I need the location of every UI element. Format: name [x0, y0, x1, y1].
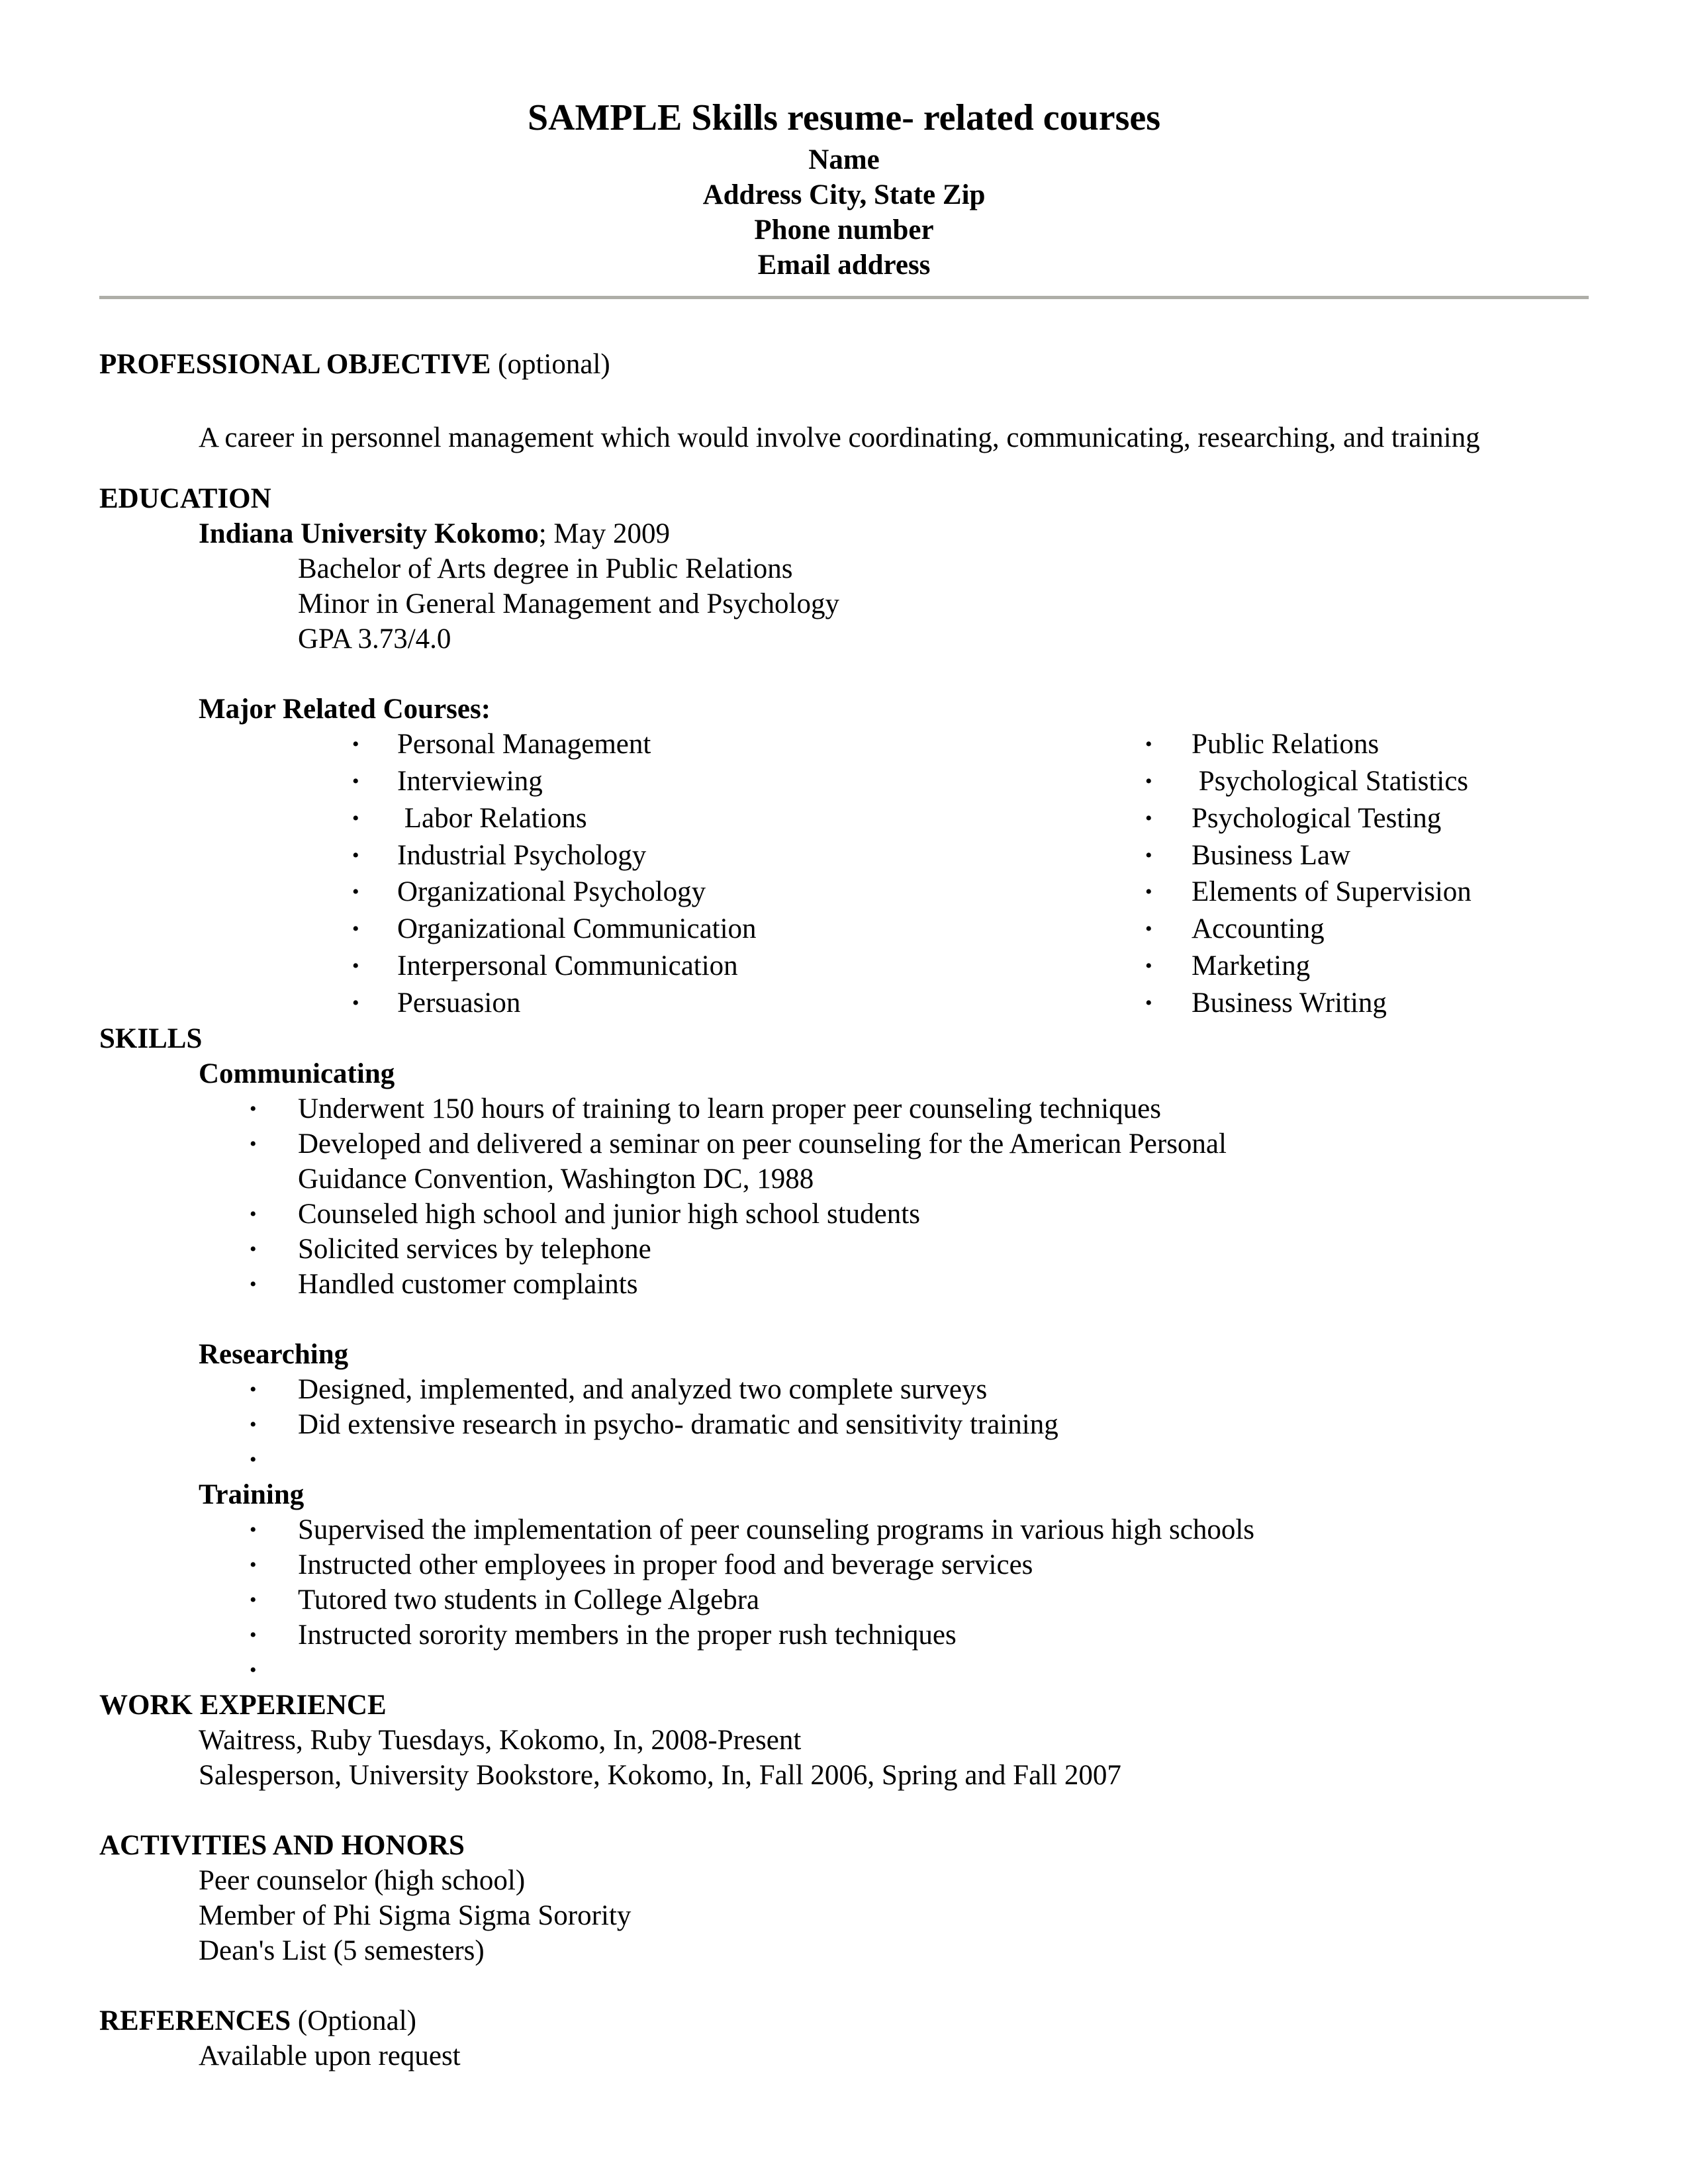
bullet-icon: • — [352, 881, 359, 903]
bullet-icon: • — [1145, 918, 1152, 940]
skill-item: Solicited services by telephone — [298, 1234, 651, 1265]
education-heading: EDUCATION — [99, 483, 271, 514]
references-note: (Optional) — [291, 2005, 416, 2036]
skill-category-researching: Researching — [199, 1339, 349, 1370]
contact-phone: Phone number — [754, 214, 934, 246]
skill-item: Designed, implemented, and analyzed two complete surveys — [298, 1374, 988, 1405]
bullet-icon: • — [1145, 770, 1152, 792]
skill-category-communicating: Communicating — [199, 1058, 395, 1089]
bullet-icon: • — [250, 1414, 257, 1435]
skill-item: Handled customer complaints — [298, 1269, 638, 1300]
activity-item: Member of Phi Sigma Sigma Sorority — [199, 1900, 632, 1931]
skill-item: Tutored two students in College Algebra — [298, 1584, 760, 1615]
work-heading: WORK EXPERIENCE — [99, 1690, 387, 1721]
contact-email: Email address — [757, 250, 931, 281]
header-divider — [99, 296, 1589, 299]
objective-text: A career in personnel management which would involve coordinating, communicating, researching, and training — [199, 422, 1480, 453]
bullet-icon: • — [250, 1659, 257, 1681]
course-item: Industrial Psychology — [397, 840, 647, 871]
bullet-icon: • — [352, 918, 359, 940]
bullet-icon: • — [250, 1519, 257, 1541]
bullet-icon: • — [352, 807, 359, 829]
bullet-icon: • — [250, 1273, 257, 1295]
course-item: Labor Relations — [397, 803, 587, 834]
skill-item-continuation: Guidance Convention, Washington DC, 1988 — [298, 1163, 814, 1195]
objective-heading: PROFESSIONAL OBJECTIVE — [99, 349, 491, 380]
course-item: Organizational Communication — [397, 913, 757, 944]
bullet-icon: • — [250, 1589, 257, 1611]
objective-heading-line — [99, 347, 610, 382]
course-item: Marketing — [1192, 950, 1311, 981]
bullet-icon: • — [1145, 992, 1152, 1014]
course-item: Psychological Testing — [1192, 803, 1442, 834]
skill-item: Instructed sorority members in the proper rush techniques — [298, 1619, 957, 1651]
bullet-icon: • — [250, 1203, 257, 1225]
bullet-icon: • — [250, 1624, 257, 1646]
course-item: Organizational Psychology — [397, 876, 706, 907]
bullet-icon: • — [250, 1554, 257, 1576]
skill-category-training: Training — [199, 1479, 305, 1510]
page-title: SAMPLE Skills resume- related courses — [527, 97, 1161, 138]
bullet-icon: • — [250, 1449, 257, 1471]
course-item: Persuasion — [397, 987, 521, 1019]
activity-item: Peer counselor (high school) — [199, 1865, 526, 1896]
bullet-icon: • — [1145, 881, 1152, 903]
courses-heading: Major Related Courses: — [199, 694, 491, 725]
course-item: Personal Management — [397, 729, 651, 760]
education-degree: Bachelor of Arts degree in Public Relations — [298, 553, 793, 584]
work-item: Salesperson, University Bookstore, Kokomo, In, Fall 2006, Spring and Fall 2007 — [199, 1760, 1121, 1791]
bullet-icon: • — [352, 992, 359, 1014]
bullet-icon: • — [1145, 807, 1152, 829]
course-item: Interpersonal Communication — [397, 950, 738, 981]
work-item: Waitress, Ruby Tuesdays, Kokomo, In, 2008-Present — [199, 1725, 802, 1756]
bullet-icon: • — [250, 1238, 257, 1260]
education-date: ; May 2009 — [538, 518, 670, 549]
contact-address: Address City, State Zip — [702, 179, 986, 210]
education-school: Indiana University Kokomo — [199, 518, 539, 549]
bullet-icon: • — [352, 733, 359, 755]
course-item: Psychological Statistics — [1192, 766, 1469, 797]
skill-item: Counseled high school and junior high school students — [298, 1199, 920, 1230]
skill-item: Instructed other employees in proper food and beverage services — [298, 1549, 1033, 1580]
education-minor: Minor in General Management and Psychology — [298, 588, 840, 619]
objective-note: (optional) — [491, 349, 610, 380]
bullet-icon: • — [250, 1098, 257, 1120]
skill-item: Did extensive research in psycho- dramatic and sensitivity training — [298, 1409, 1058, 1440]
education-school-line — [199, 517, 670, 551]
course-item: Interviewing — [397, 766, 543, 797]
bullet-icon: • — [1145, 733, 1152, 755]
course-item: Accounting — [1192, 913, 1325, 944]
references-heading: REFERENCES — [99, 2005, 291, 2036]
bullet-icon: • — [1145, 844, 1152, 866]
bullet-icon: • — [352, 770, 359, 792]
bullet-icon: • — [1145, 955, 1152, 977]
activities-heading: ACTIVITIES AND HONORS — [99, 1830, 465, 1861]
skill-item: Developed and delivered a seminar on peer counseling for the American Personal — [298, 1128, 1227, 1160]
skill-item: Supervised the implementation of peer counseling programs in various high schools — [298, 1514, 1254, 1545]
course-item: Public Relations — [1192, 729, 1380, 760]
references-heading-line — [99, 2004, 416, 2038]
bullet-icon: • — [250, 1379, 257, 1400]
activity-item: Dean's List (5 semesters) — [199, 1935, 485, 1966]
bullet-icon: • — [352, 955, 359, 977]
bullet-icon: • — [352, 844, 359, 866]
course-item: Business Law — [1192, 840, 1351, 871]
course-item: Elements of Supervision — [1192, 876, 1472, 907]
skill-item: Underwent 150 hours of training to learn proper peer counseling techniques — [298, 1093, 1161, 1124]
course-item: Business Writing — [1192, 987, 1387, 1019]
references-text: Available upon request — [199, 2040, 461, 2071]
education-gpa: GPA 3.73/4.0 — [298, 623, 451, 655]
skills-heading: SKILLS — [99, 1023, 203, 1054]
bullet-icon: • — [250, 1133, 257, 1155]
contact-name: Name — [808, 144, 880, 175]
